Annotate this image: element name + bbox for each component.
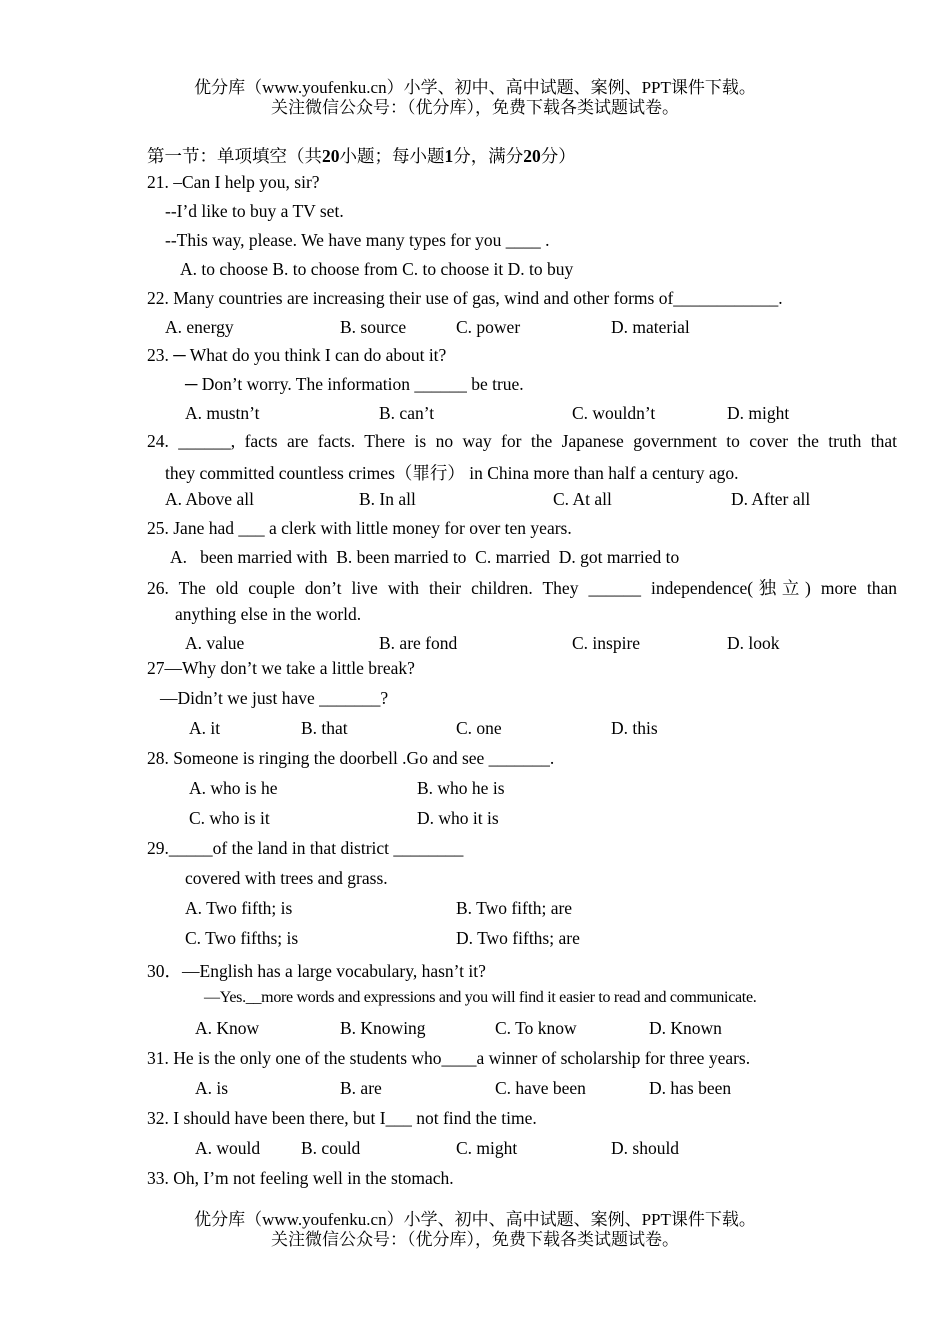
q26-option-c: C. inspire <box>572 633 641 653</box>
q27-option-d: D. this <box>611 718 658 738</box>
q30-option-c: C. To know <box>495 1018 577 1038</box>
q23-option-d: D. might <box>727 403 790 423</box>
q21-line-3: --This way, please. We have many types for you ____ . <box>165 230 550 250</box>
q32-option-d: D. should <box>611 1138 680 1158</box>
q25-options: A. been married with B. been married to C. married D. got married to <box>170 547 680 567</box>
points-each: 1 <box>444 146 454 166</box>
q27-option-c: C. one <box>456 718 502 738</box>
q28-option-c: C. who is it <box>189 808 270 828</box>
q29-option-a: A. Two fifth; is <box>185 898 293 918</box>
section-title-part2: 小题；每小题 <box>339 146 445 166</box>
q32-option-b: B. could <box>301 1138 361 1158</box>
q29-option-c: C. Two fifths; is <box>185 928 299 948</box>
q24-option-b: B. In all <box>359 489 416 509</box>
header-line-2: 关注微信公众号：（优分库），免费下载各类试题试卷。 <box>271 98 679 117</box>
q23-option-a: A. mustn’t <box>185 403 260 423</box>
q31-option-b: B. are <box>340 1078 382 1098</box>
q22-option-a: A. energy <box>165 317 234 337</box>
q24-option-c: C. At all <box>553 489 612 509</box>
q24-option-d: D. After all <box>731 489 811 509</box>
footer-line-2: 关注微信公众号：（优分库），免费下载各类试题试卷。 <box>271 1230 679 1249</box>
q32-option-a: A. would <box>195 1138 261 1158</box>
section-title-part1: 第一节：单项填空（共 <box>147 146 322 166</box>
q32-stem: 32. I should have been there, but I___ not find the time. <box>147 1108 537 1128</box>
header-line-1: 优分库（www.youfenku.cn）小学、初中、高中试题、案例、PPT课件下载。 <box>194 78 756 97</box>
q29-option-b: B. Two fifth; are <box>456 898 573 918</box>
q30-option-b: B. Knowing <box>340 1018 426 1038</box>
q23-line-2: ─ Don’t worry. The information ______ be true. <box>185 374 524 394</box>
q31-stem: 31. He is the only one of the students who____a winner of scholarship for three years. <box>147 1048 751 1068</box>
q28-stem: 28. Someone is ringing the doorbell .Go and see _______. <box>147 748 555 768</box>
q27-option-a: A. it <box>189 718 221 738</box>
q28-option-a: A. who is he <box>189 778 278 798</box>
q30-stem: 30．—English has a large vocabulary, hasn’t it? <box>147 961 486 981</box>
q25-stem: 25. Jane had ___ a clerk with little money for over ten years. <box>147 518 572 538</box>
q22-option-b: B. source <box>340 317 407 337</box>
q21-line-2: --I’d like to buy a TV set. <box>165 201 344 221</box>
q22-option-c: C. power <box>456 317 521 337</box>
q29-option-d: D. Two fifths; are <box>456 928 580 948</box>
q30-line-2: —Yes.__more words and expressions and you will find it easier to read and communicate. <box>204 989 757 1006</box>
q27-stem: 27—Why don’t we take a little break? <box>147 658 415 678</box>
q22-option-d: D. material <box>611 317 690 337</box>
q29-stem: 29._____of the land in that district ________ <box>147 838 464 858</box>
q30-option-d: D. Known <box>649 1018 722 1038</box>
q26-option-b: B. are fond <box>379 633 458 653</box>
total-points: 20 <box>523 146 541 166</box>
page-footer <box>0 1210 950 1250</box>
q31-option-d: D. has been <box>649 1078 732 1098</box>
q26-option-a: A. value <box>185 633 245 653</box>
q21-stem: 21. –Can I help you, sir? <box>147 172 320 192</box>
q23-option-b: B. can’t <box>379 403 435 423</box>
q26-option-d: D. look <box>727 633 780 653</box>
q32-option-c: C. might <box>456 1138 518 1158</box>
q21-options: A. to choose B. to choose from C. to choose it D. to buy <box>180 259 574 279</box>
q30-option-a: A. Know <box>195 1018 260 1038</box>
q33-stem: 33. Oh, I’m not feeling well in the stomach. <box>147 1168 454 1188</box>
footer-line-1: 优分库（www.youfenku.cn）小学、初中、高中试题、案例、PPT课件下载。 <box>194 1210 756 1229</box>
section-title <box>147 143 576 168</box>
section-title-part3: 分，满分 <box>453 146 524 166</box>
q24-option-a: A. Above all <box>165 489 254 509</box>
q24-line-2: they committed countless crimes（罪行） in China more than half a century ago. <box>165 463 739 483</box>
q29-line-2: covered with trees and grass. <box>185 868 388 888</box>
q26-stem: 26. The old couple don’t live with their children. They ______ independence(独立) more than <box>147 578 897 598</box>
q27-option-b: B. that <box>301 718 348 738</box>
q27-line-2: —Didn’t we just have _______? <box>160 688 389 708</box>
q23-stem: 23. ─ What do you think I can do about it? <box>147 345 447 365</box>
q23-option-c: C. wouldn’t <box>572 403 656 423</box>
page-header <box>0 78 950 118</box>
q24-stem: 24. ______, facts are facts. There is no way for the Japanese government to cover the truth that <box>147 431 897 451</box>
q22-stem: 22. Many countries are increasing their use of gas, wind and other forms of____________. <box>147 288 783 308</box>
q28-option-d: D. who it is <box>417 808 499 828</box>
q28-option-b: B. who he is <box>417 778 505 798</box>
section-title-part4: 分） <box>540 146 576 166</box>
q26-line-2: anything else in the world. <box>175 604 362 624</box>
q31-option-c: C. have been <box>495 1078 586 1098</box>
question-count: 20 <box>322 146 340 166</box>
q31-option-a: A. is <box>195 1078 229 1098</box>
